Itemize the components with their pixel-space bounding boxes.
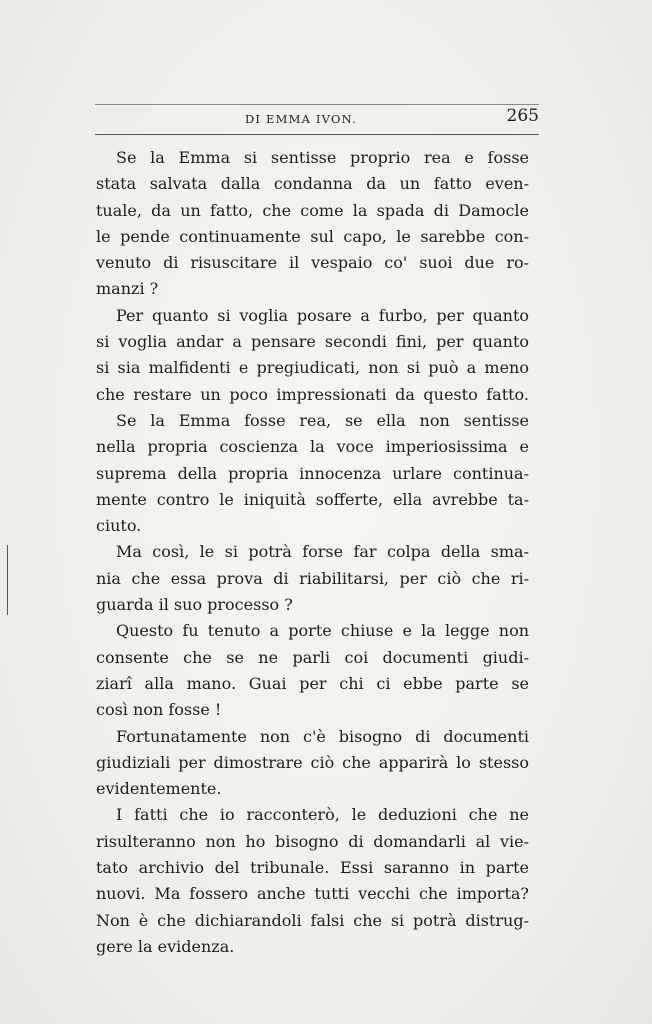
text-line: nia che essa prova di riabilitarsi, per ciò che ri-: [96, 568, 529, 588]
text-line: Questo fu tenuto a porte chiuse e la legge non: [116, 621, 529, 641]
margin-pencil-mark: [7, 545, 11, 615]
text-line: le pende continuamente sul capo, le sarebbe con-: [96, 226, 529, 246]
text-line: così non fosse !: [96, 700, 222, 720]
text-line: consente che se ne parli coi documenti giudi-: [96, 647, 529, 667]
text-line: stata salvata dalla condanna da un fatto even-: [96, 174, 529, 194]
text-line: Per quanto si voglia posare a furbo, per quanto: [116, 305, 529, 325]
text-line: Se la Emma si sentisse proprio rea e fosse: [116, 148, 529, 167]
text-line: tato archivio del tribunale. Essi saranno in parte: [96, 858, 529, 878]
page-number: 265: [506, 106, 539, 126]
text-line: Non è che dichiarandoli falsi che si potrà distrug-: [96, 910, 529, 930]
paragraph: [96, 145, 529, 303]
text-line: Ma così, le si potrà forse far colpa della sma-: [116, 542, 529, 562]
text-line: risulteranno non ho bisogno di domandarli al vie-: [96, 831, 529, 851]
text-line: venuto di risuscitare il vespaio co' suoi due ro-: [96, 253, 529, 273]
paragraph: [96, 303, 529, 408]
text-line: si sia malfidenti e pregiudicati, non si può a meno: [96, 358, 529, 378]
text-line: mente contro le iniquità sofferte, ella avrebbe ta-: [96, 489, 529, 509]
text-line: Se la Emma fosse rea, se ella non sentisse: [116, 410, 529, 430]
paragraph: [96, 618, 529, 723]
paragraph: [96, 408, 529, 539]
text-line: ziarî alla mano. Guai per chi ci ebbe parte se: [96, 673, 529, 693]
text-line: suprema della propria innocenza urlare continua-: [96, 463, 529, 483]
text-line: si voglia andar a pensare secondi fini, per quanto: [96, 332, 529, 352]
header-divider: [95, 134, 539, 135]
paragraph: [96, 802, 529, 960]
text-line: gere la evidenza.: [96, 936, 235, 956]
text-line: nuovi. Ma fossero anche tutti vecchi che importa?: [96, 884, 529, 904]
text-line: guarda il suo processo ?: [96, 595, 293, 615]
text-line: manzi ?: [96, 279, 159, 299]
text-line: evidentemente.: [96, 779, 222, 799]
text-line: nella propria coscienza la voce imperiosissima e: [96, 437, 529, 457]
paragraph: [96, 724, 529, 803]
text-line: tuale, da un fatto, che come la spada di Damocle: [96, 200, 529, 220]
paragraph: [96, 539, 529, 618]
header-rule: [95, 104, 539, 105]
text-line: Fortunatamente non c'è bisogno di documenti: [116, 726, 529, 746]
text-line: I fatti che io racconterò, le deduzioni che ne: [116, 805, 529, 825]
body-text: [96, 145, 529, 960]
running-header: [95, 104, 539, 128]
text-line: che restare un poco impressionati da questo fatto.: [96, 384, 529, 404]
text-line: giudiziali per dimostrare ciò che apparirà lo stesso: [96, 752, 529, 772]
text-line: ciuto.: [96, 516, 142, 536]
running-title: DI EMMA IVON.: [245, 112, 357, 126]
